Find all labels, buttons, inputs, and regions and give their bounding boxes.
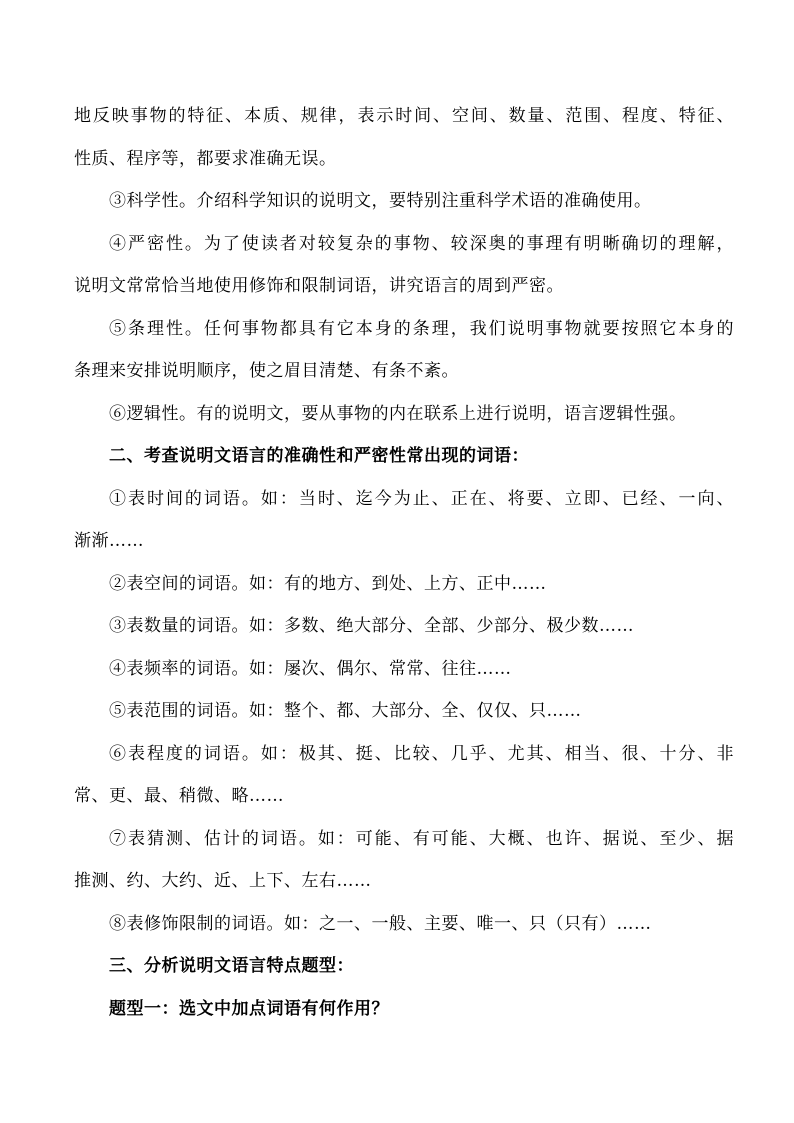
list-item: ⑥表程度的词语。如：极其、挺、比较、几乎、尤其、相当、很、十分、非 [109,743,734,764]
list-item: ⑧表修饰限制的词语。如：之一、一般、主要、唯一、只（只有）…… [109,913,652,934]
list-item: ⑦表猜测、估计的词语。如：可能、有可能、大概、也许、据说、至少、据 [109,828,734,849]
list-item: ①表时间的词语。如：当时、迄今为止、正在、将要、立即、已经、一向、 [109,488,734,509]
list-item-continuation: 常、更、最、稍微、略…… [74,786,284,806]
paragraph-line: 条理来安排说明顺序，使之眉目清楚、有条不紊。 [74,361,459,381]
list-item: ②表空间的词语。如：有的地方、到处、上方、正中…… [109,573,547,594]
paragraph-line: 性质、程序等，都要求准确无误。 [74,148,337,169]
paragraph-line: ⑥逻辑性。有的说明文，要从事物的内在联系上进行说明，语言逻辑性强。 [109,403,687,424]
list-item: ④表频率的词语。如：屡次、偶尔、常常、往往…… [109,658,512,679]
paragraph-line: ⑤条理性。任何事物都具有它本身的条理，我们说明事物就要按照它本身的 [109,318,734,339]
section-heading: 三、分析说明文语言特点题型： [109,956,354,976]
list-item: ⑤表范围的词语。如：整个、都、大部分、全、仅仅、只…… [109,701,582,721]
paragraph-line: ③科学性。介绍科学知识的说明文，要特别注重科学术语的准确使用。 [109,191,652,211]
document-page [74,95,734,1030]
section-heading: 二、考查说明文语言的准确性和严密性常出现的词语： [109,446,529,466]
paragraph-line: 说明文常常恰当地使用修饰和限制词语，讲究语言的周到严密。 [74,276,564,296]
question-type-heading: 题型一：选文中加点词语有何作用？ [109,998,389,1019]
list-item-continuation: 渐渐…… [74,531,144,551]
paragraph-line: ④严密性。为了使读者对较复杂的事物、较深奥的事理有明晰确切的理解， [109,233,734,254]
paragraph-line: 地反映事物的特征、本质、规律，表示时间、空间、数量、范围、程度、特征、 [74,106,734,126]
list-item-continuation: 推测、约、大约、近、上下、左右…… [74,871,372,891]
list-item: ③表数量的词语。如：多数、绝大部分、全部、少部分、极少数…… [109,616,634,636]
